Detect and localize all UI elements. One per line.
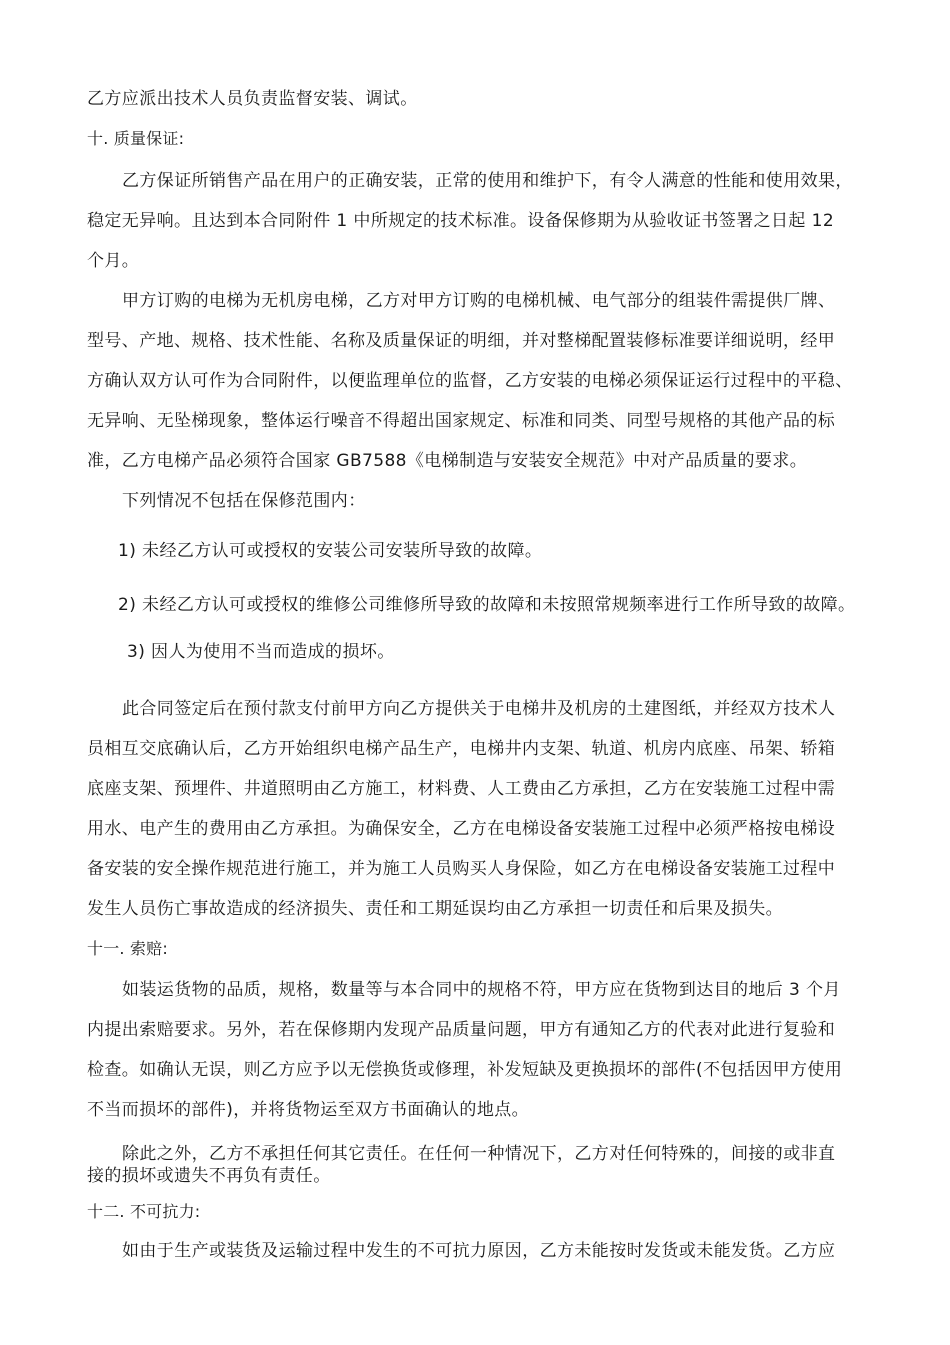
exclusions-intro: 下列情况不包括在保修范围内： — [122, 491, 366, 511]
section-12-heading: 十二. 不可抗力: — [87, 1202, 201, 1221]
body-text-line: 稳定无异响。且达到本合同附件 1 中所规定的技术标准。设备保修期为从验收证书签署之日起 12 — [87, 211, 835, 231]
exclusion-item-1: 1) 未经乙方认可或授权的安装公司安装所导致的故障。 — [118, 541, 543, 561]
body-text-line: 如装运货物的品质，规格，数量等与本合同中的规格不符，甲方应在货物到达目的地后 3 个月 — [122, 980, 841, 1000]
body-text-line: 乙方保证所销售产品在用户的正确安装，正常的使用和维护下，有令人满意的性能和使用效果， — [122, 171, 853, 191]
exclusion-item-3: 3) 因人为使用不当而造成的损坏。 — [127, 642, 395, 662]
body-text-line: 甲方订购的电梯为无机房电梯，乙方对甲方订购的电梯机械、电气部分的组装件需提供厂牌、 — [122, 291, 836, 311]
body-text-line: 准，乙方电梯产品必须符合国家 GB7588《电梯制造与安装安全规范》中对产品质量的要求。 — [87, 451, 808, 471]
body-text-line: 员相互交底确认后，乙方开始组织电梯产品生产，电梯井内支架、轨道、机房内底座、吊架、轿箱 — [87, 739, 836, 759]
body-text-line: 无异响、无坠梯现象，整体运行噪音不得超出国家规定、标准和同类、同型号规格的其他产品的标 — [87, 411, 836, 431]
body-text-line: 不当而损坏的部件)，并将货物运至双方书面确认的地点。 — [87, 1100, 530, 1120]
body-text-line: 如由于生产或装货及运输过程中发生的不可抗力原因，乙方未能按时发货或未能发货。乙方应 — [122, 1241, 836, 1261]
section-10-heading: 十. 质量保证: — [87, 129, 185, 148]
body-text-line: 个月。 — [87, 251, 140, 271]
body-text-line: 接的损坏或遗失不再负有责任。 — [87, 1166, 331, 1186]
body-text-line: 除此之外，乙方不承担任何其它责任。在任何一种情况下，乙方对任何特殊的，间接的或非直 — [122, 1144, 836, 1164]
body-text-line: 检查。如确认无误，则乙方应予以无偿换货或修理，补发短缺及更换损坏的部件(不包括因甲方使用 — [87, 1060, 843, 1080]
body-text-line: 备安装的安全操作规范进行施工，并为施工人员购买人身保险，如乙方在电梯设备安装施工过程中 — [87, 859, 836, 879]
exclusion-item-2: 2) 未经乙方认可或授权的维修公司维修所导致的故障和未按照常规频率进行工作所导致的故障。 — [118, 595, 856, 615]
intro-line: 乙方应派出技术人员负责监督安装、调试。 — [87, 89, 418, 109]
body-text-line: 底座支架、预埋件、井道照明由乙方施工，材料费、人工费由乙方承担，乙方在安装施工过程中需 — [87, 779, 836, 799]
body-text-line: 此合同签定后在预付款支付前甲方向乙方提供关于电梯井及机房的土建图纸，并经双方技术人 — [122, 699, 836, 719]
section-11-heading: 十一. 索赔: — [87, 939, 168, 958]
body-text-line: 用水、电产生的费用由乙方承担。为确保安全，乙方在电梯设备安装施工过程中必须严格按电梯设 — [87, 819, 836, 839]
body-text-line: 型号、产地、规格、技术性能、名称及质量保证的明细，并对整梯配置装修标准要详细说明，经甲 — [87, 331, 836, 351]
body-text-line: 方确认双方认可作为合同附件，以便监理单位的监督，乙方安装的电梯必须保证运行过程中的平稳、 — [87, 371, 853, 391]
body-text-line: 发生人员伤亡事故造成的经济损失、责任和工期延误均由乙方承担一切责任和后果及损失。 — [87, 899, 783, 919]
body-text-line: 内提出索赔要求。另外，若在保修期内发现产品质量问题，甲方有通知乙方的代表对此进行复验和 — [87, 1020, 836, 1040]
